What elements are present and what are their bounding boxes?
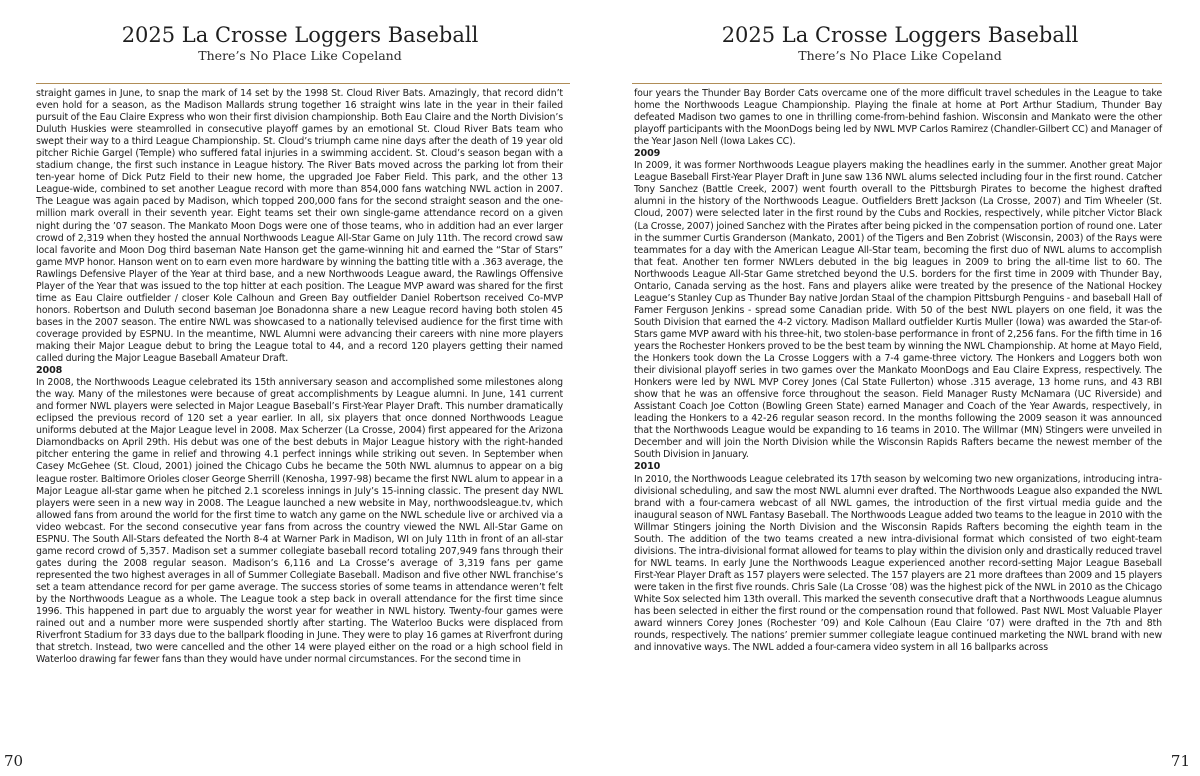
page-number: 71 — [1170, 752, 1190, 770]
body-paragraph: In 2009, it was former Northwoods League players making the headlines early in the summer. Another great Major League Baseball First-Year Player Draft in June saw 136 NWL alums selected including four in the first round. Catcher Tony Sanchez (Battle Creek, 2007) went fourth overall to the Pittsburgh Pirates to become the highest drafted alumni in the history of the Northwoods League. Outfielders Brett Jackson (La Crosse, 2007) and Tim Wheeler (St. Cloud, 2007) were selected later in the first round by the Cubs and Rockies, respectively, while pitcher Victor Black (La Crosse, 2007) joined Sanchez with the Pirates after being picked in the compensation portion of round one. Later in the summer Curtis Granderson (Mankato, 2001) of the Tigers and Ben Zobrist (Wisconsin, 2003) of the Rays were teammates for a day with the American League All-Star team, becoming the first duo of NWL alums to accomplish that feat. Another ten former NWLers debuted in the big leagues in 2009 to bring the all-time list to 60. The Northwoods League All-Star Game stretched beyond the U.S. borders for the first time in 2009 with Thunder Bay, Ontario, Canada serving as the host. Fans and players alike were treated by the presence of the National Hockey League’s Stanley Cup as Thunder Bay native Jordan Staal of the champion Pittsburgh Penguins - and baseball Hall of Famer Ferguson Jenkins - spread some Canadian pride. With 50 of the best NWL players on one field, it was the South Division that earned the 4-2 victory. Madison Mallard outfielder Kurtis Muller (Iowa) was awarded the Star-of-Stars game MVP award with his three-hit, two stolen-base performance in front of 2,256 fans. For the fifth time in 16 years the Rochester Honkers proved to be the best team by winning the NWL Championship. At home at Mayo Field, the Honkers took down the La Crosse Loggers with a 7-4 game-three victory. The Honkers and Loggers both won their divisional playoff series in two games over the Mankato MoonDogs and Eau Claire Express, respectively. The Honkers were led by NWL MVP Corey Jones (Cal State Fullerton) whose .315 average, 13 home runs, and 43 RBI show that he was an offensive force throughout the season. Field Manager Rusty McNamara (UC Riverside) and Assistant Coach Joe Cotton (Bowling Green State) earned Manager and Coach of the Year Awards, respectively, in leading the Honkers to a 42-26 regular season record. In the months following the 2009 season it was announced that the Northwoods League would be expanding to 16 teams in 2010. The Willmar (MN) Stingers were unveiled in December and will join the North Division while the Wisconsin Rapids Rafters became the newest member of the South Division in January. — [634, 160, 1162, 461]
year-heading-2009: 2009 — [634, 148, 661, 160]
page-subtitle: There’s No Place Like Copeland — [198, 48, 402, 63]
year-heading-2010: 2010 — [634, 461, 661, 473]
page-body — [634, 88, 1162, 654]
page-title: 2025 La Crosse Loggers Baseball — [721, 23, 1079, 47]
page-number: 70 — [4, 752, 24, 770]
page-body — [36, 88, 563, 666]
body-paragraph: four years the Thunder Bay Border Cats overcame one of the more difficult travel schedules in the League to take home the Northwoods League Championship. Playing the finale at home at Port Arthur Stadium, Thunder Bay defeated Madison two games to one in thrilling come-from-behind fashion. Wisconsin and Mankato were the other playoff participants with the MoonDogs being led by NWL MVP Carlos Ramirez (Chandler-Gilbert CC) and Manager of the Year Jason Nell (Iowa Lakes CC). — [634, 88, 1162, 148]
page-header — [600, 22, 1200, 63]
body-paragraph: In 2010, the Northwoods League celebrated its 17th season by welcoming two new organizations, introducing intra-divisional scheduling, and saw the most NWL alumni ever drafted. The Northwoods League also expanded the NWL brand with a four-camera webcast of all NWL games, the introduction of the first virtual media guide and the inaugural season of NWL Fantasy Baseball. The Northwoods League added two teams to the league in 2010 with the Willmar Stingers joining the North Division and the Wisconsin Rapids Rafters becoming the eighth team in the South. The addition of the two teams created a new intra-divisional format which consisted of two eight-team divisions. The intra-divisional format allowed for teams to play within the division only and drastically reduced travel for NWL teams. In early June the Northwoods League experienced another record-setting Major League Baseball First-Year Player Draft as 157 players were selected. The 157 players are 21 more draftees than 2009 and 15 players were taken in the first five rounds. Chris Sale (La Crosse ’08) was the highest pick of the NWL in 2010 as the Chicago White Sox selected him 13th overall. This marked the seventh consecutive draft that a Northwoods League alumnus has been selected in either the first round or the compensation round that followed. Past NWL Most Valuable Player award winners Corey Jones (Rochester ’09) and Kole Calhoun (Eau Claire ’07) were drafted in the 7th and 8th rounds, respectively. The nations’ premier summer collegiate league continued marketing the NWL brand with new and innovative ways. The NWL added a four-camera video system in all 16 ballparks across — [634, 473, 1162, 654]
year-heading-2008: 2008 — [36, 365, 63, 377]
header-rule — [36, 83, 570, 84]
body-paragraph: straight games in June, to snap the mark of 14 set by the 1998 St. Cloud River Bats. Amazingly, that record didn’t even hold for a season, as the Madison Mallards strung together 16 straight wins late in the year in their failed pursuit of the Eau Claire Express who won their first division championship. Both Eau Claire and the North Division’s Duluth Huskies were steamrolled in consecutive playoff games by an emotional St. Cloud River Bats team who swept their way to a third League Championship. St. Cloud’s triumph came nine days after the death of 19 year old pitcher Richie Gargel (Temple) who suffered fatal injuries in a swimming accident. St. Cloud’s season began with a stadium change, the first such instance in League history. The River Bats moved across the parking lot from their ten-year home of Dick Putz Field to their new home, the upgraded Joe Faber Field. This park, and the other 13 League-wide, combined to set another League record with more than 854,000 fans watching NWL action in 2007. The League was again paced by Madison, which topped 200,000 fans for the second straight season and the one-million mark overall in their seventh year. Eight teams set their own single-game attendance record on a given night during the ’07 season. The Mankato Moon Dogs were one of those teams, who in addition had an ever larger crowd of 2,319 when they hosted the annual Northwoods League All-Star Game on July 11th. The record crowd saw local favorite and Moon Dog third baseman Nate Hanson get the game-winning hit and earned the “Star of Stars” game MVP honor. Hanson went on to earn even more hardware by winning the batting title with a .363 average, the Rawlings Defensive Player of the Year at third base, and a new Northwoods League award, the Rawlings Offensive Player of the Year that was issued to the top hitter at each position. The League MVP award was shared for the first time as Eau Claire outfielder / closer Kole Calhoun and Green Bay outfielder Daniel Robertson received Co-MVP honors. Robertson and Duluth second baseman Joe Bonadonna share a new League record having both stolen 45 bases in the 2007 season. The entire NWL was showcased to a nationally televised audience for the first time with coverage provided by ESPNU. In the meantime, NWL Alumni were advancing their careers with nine more players making their Major League debut to bring the League total to 44, and a record 120 players getting their named called during the Major League Baseball Amateur Draft. — [36, 88, 563, 365]
page-subtitle: There’s No Place Like Copeland — [798, 48, 1002, 63]
page-header — [0, 22, 600, 63]
header-rule — [632, 83, 1162, 84]
body-paragraph: In 2008, the Northwoods League celebrated its 15th anniversary season and accomplished some milestones along the way. Many of the milestones were because of great accomplishments by League alumni. In June, 141 current and former NWL players were selected in Major League Baseball’s First-Year Player Draft. This number dramatically eclipsed the previous record of 120 set a year earlier. In all, six players that once donned Northwoods League uniforms debuted at the Major League level in 2008. Max Scherzer (La Crosse, 2004) first appeared for the Arizona Diamondbacks on April 29th. His debut was one of the best debuts in Major League history with the right-handed pitcher entering the game in relief and throwing 4.1 perfect innings while striking out seven. In September when Casey McGehee (St. Cloud, 2001) joined the Chicago Cubs he became the 50th NWL alumnus to appear on a big league roster. Baltimore Orioles closer George Sherrill (Kenosha, 1997-98) became the first NWL alum to appear in a Major League all-star game when he pitched 2.1 scoreless innings in July’s 15-inning classic. The present day NWL players were seen in a new way in 2008. The League launched a new website in May, northwoodsleague.tv, which allowed fans from around the world for the first time to watch any game on the NWL schedule live or archived via a video webcast. For the second consecutive year fans from across the country viewed the NWL All-Star Game on ESPNU. The South All-Stars defeated the North 8-4 at Warner Park in Madison, WI on July 11th in front of an all-star game record crowd of 5,357. Madison set a summer collegiate baseball record totaling 207,949 fans through their gates during the 2008 regular season. Madison’s 6,116 and La Crosse’s average of 3,319 fans per game represented the two highest averages in all of Summer Collegiate Baseball. Madison and five other NWL franchise’s set a team attendance record for per game average. The success stories of some teams in attendance weren’t felt by the Northwoods League as a whole. The League took a step back in overall attendance for the first time since 1996. This happened in part due to arguably the worst year for weather in NWL history. Twenty-four games were rained out and a number more were suspended shortly after starting. The Waterloo Bucks were displaced from Riverfront Stadium for 33 days due to the ballpark flooding in June. They were to play 16 games at Riverfront during that stretch. Instead, two were cancelled and the other 14 were played either on the road or a high school field in Waterloo drawing far fewer fans than they would have under normal circumstances. For the second time in — [36, 377, 563, 666]
page-title: 2025 La Crosse Loggers Baseball — [121, 23, 479, 47]
right-page — [600, 0, 1200, 776]
